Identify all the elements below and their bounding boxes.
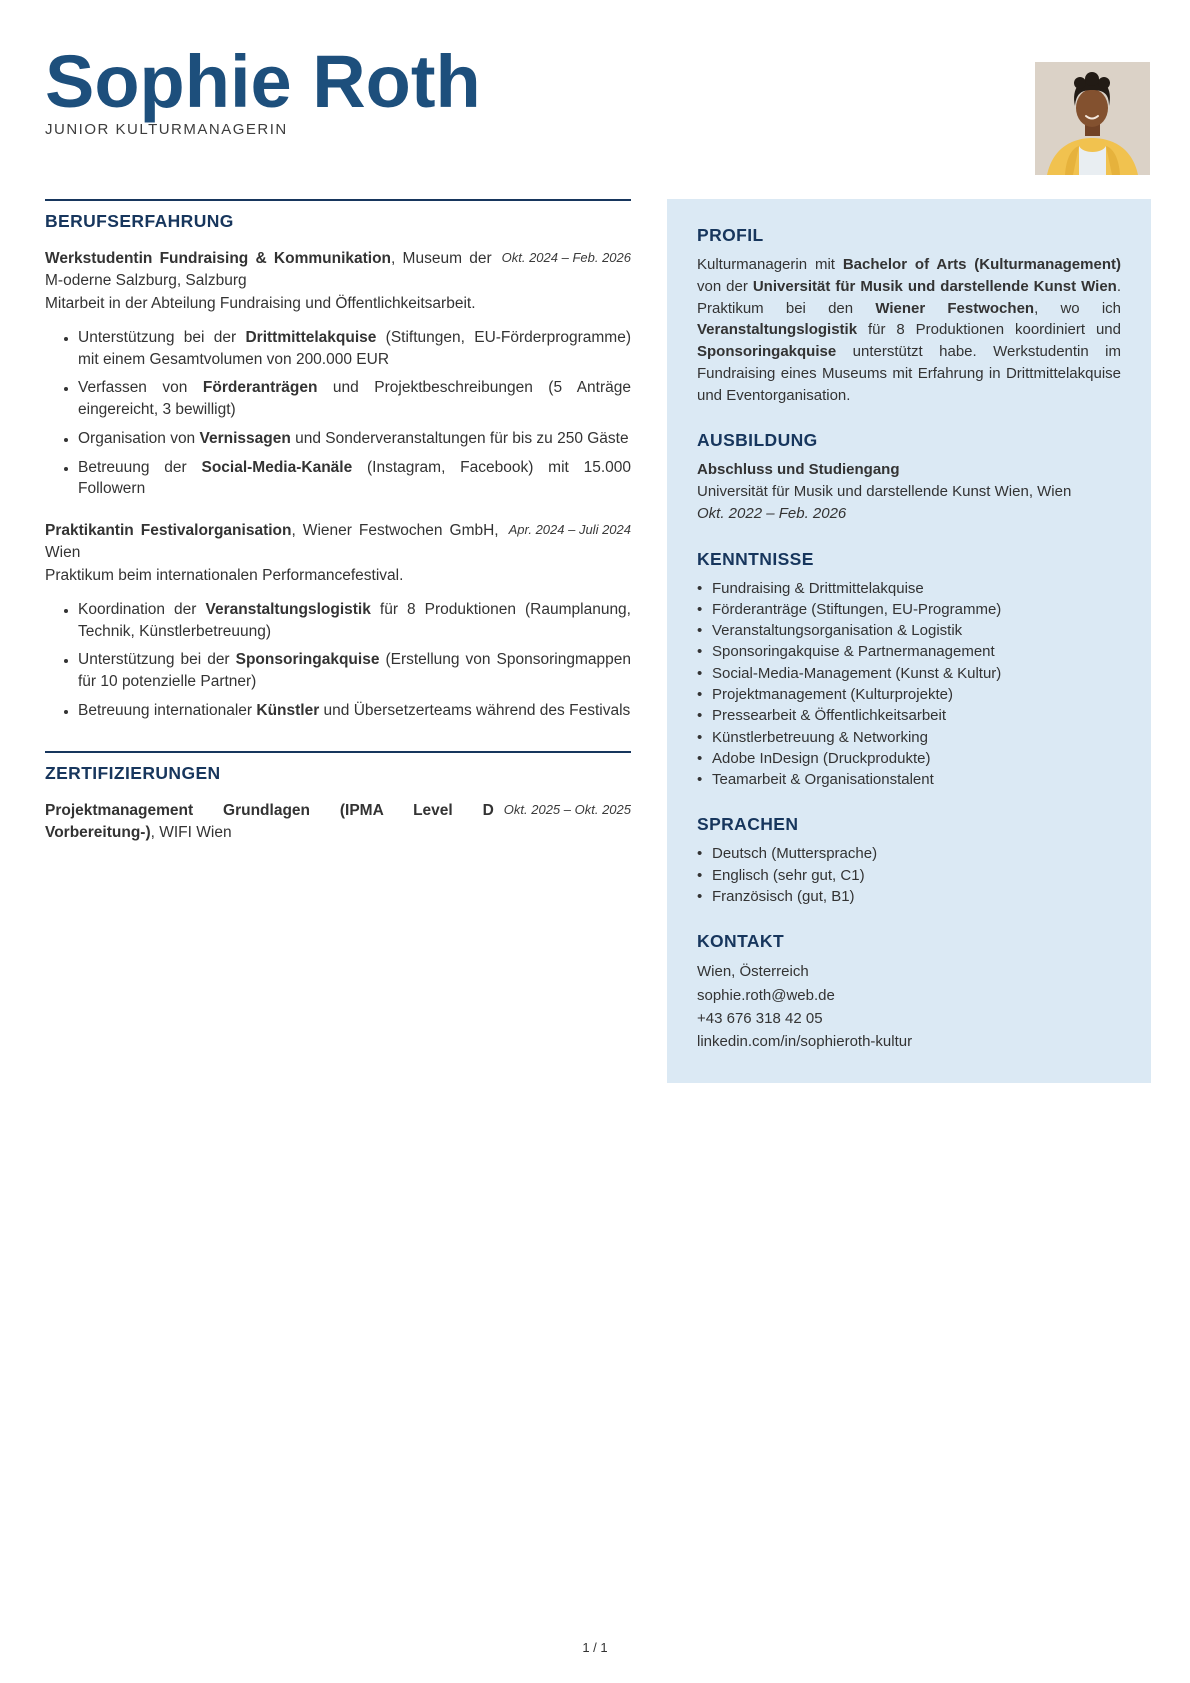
language-item: • Deutsch (Muttersprache)	[697, 843, 1121, 864]
education-date: Okt. 2022 – Feb. 2026	[697, 504, 847, 522]
job-company: , Wiener Festwochen GmbH, Wien	[45, 521, 499, 561]
certification-org: , WIFI Wien	[150, 824, 232, 842]
certifications-heading: ZERTIFIZIERUNGEN	[45, 763, 221, 784]
job-bullet: • Betreuung internationaler Künstler und Übersetzerteams während des Festivals	[78, 700, 631, 722]
skill-item: • Sponsoringakquise & Partnermanagement	[697, 641, 1121, 662]
contact-linkedin-link[interactable]: linkedin.com/in/sophieroth-kultur	[697, 1033, 913, 1051]
certification-title: Projektmanagement Grundlagen (IPMA Level D Vorbereitung-)	[45, 802, 494, 842]
kontakt-heading: KONTAKT	[697, 931, 785, 952]
sidebar-section-profil	[697, 225, 1121, 406]
entry-header	[45, 800, 631, 843]
certification-date: Okt. 2025 – Okt. 2025	[503, 802, 631, 818]
job-bullet: • Unterstützung bei der Drittmittelakquise (Stiftungen, EU-Förderprogramme) mit einem Gesamtvolumen von 200.000 EUR	[78, 327, 631, 370]
header	[45, 40, 1150, 173]
entry-header	[45, 248, 631, 291]
certification-title-line	[45, 800, 504, 843]
experience-entry	[45, 248, 631, 500]
content-columns	[45, 199, 1150, 1083]
skill-item: • Pressearbeit & Öffentlichkeitsarbeit	[697, 705, 1121, 726]
skills-list	[697, 578, 1121, 791]
experience-heading: BERUFSERFAHRUNG	[45, 211, 234, 231]
job-role: Praktikantin Festivalorganisation	[45, 521, 292, 539]
ausbildung-heading: AUSBILDUNG	[697, 430, 818, 451]
job-bullet: • Betreuung der Social-Media-Kanäle (Instagram, Facebook) mit 15.000 Followern	[78, 457, 631, 500]
skill-item: • Adobe InDesign (Druckprodukte)	[697, 748, 1121, 769]
job-role: Werkstudentin Fundraising & Kommunikation	[45, 250, 392, 267]
sidebar-section-sprachen	[697, 814, 1121, 907]
section-divider	[45, 751, 631, 753]
skill-item: • Veranstaltungsorganisation & Logistik	[697, 620, 1121, 641]
page-number: 1 / 1	[582, 1640, 608, 1655]
skill-item: • Fundraising & Drittmittelakquise	[697, 578, 1121, 599]
job-summary: Praktikum beim internationalen Performancefestival.	[45, 567, 404, 585]
experience-entry	[45, 520, 631, 722]
job-date: Apr. 2024 – Juli 2024	[508, 521, 631, 537]
skill-item: • Förderanträge (Stiftungen, EU-Programme)	[697, 599, 1121, 620]
contact-email-link[interactable]: sophie.roth@web.de	[697, 986, 835, 1004]
sidebar-section-ausbildung	[697, 430, 1121, 524]
section-experience	[45, 199, 631, 721]
job-summary: Mitarbeit in der Abteilung Fundraising und Öffentlichkeitsarbeit.	[45, 295, 476, 313]
job-title-line	[45, 520, 509, 563]
skill-item: • Social-Media-Management (Kunst & Kultur)	[697, 663, 1121, 684]
entry-header	[45, 520, 631, 563]
kenntnisse-heading: KENNTNISSE	[697, 548, 814, 569]
profile-photo	[1035, 62, 1150, 175]
sprachen-heading: SPRACHEN	[697, 814, 799, 835]
portrait-illustration	[1035, 62, 1150, 175]
job-bullet: • Koordination der Veranstaltungslogistik für 8 Produktionen (Raumplanung, Technik, Künstlerbetreuung)	[78, 599, 631, 642]
job-bullet: • Verfassen von Förderanträgen und Projektbeschreibungen (5 Anträge eingereicht, 3 bewilligt)	[78, 377, 631, 420]
section-divider	[45, 199, 631, 201]
job-bullet-list	[45, 599, 631, 721]
contact-location: Wien, Österreich	[697, 963, 809, 981]
section-certifications	[45, 751, 631, 843]
sidebar	[667, 199, 1151, 1083]
education-degree: Abschluss und Studiengang	[697, 461, 900, 479]
skill-item: • Teamarbeit & Organisationstalent	[697, 769, 1121, 790]
main-column	[45, 199, 631, 864]
job-bullet: • Unterstützung bei der Sponsoringakquise (Erstellung von Sponsoringmappen für 10 potenzielle Partner)	[78, 649, 631, 692]
person-name: Sophie Roth	[45, 40, 481, 123]
education-school: Universität für Musik und darstellende Kunst Wien, Wien	[697, 483, 1072, 500]
sidebar-section-kontakt	[697, 931, 1121, 1053]
job-date: Okt. 2024 – Feb. 2026	[501, 250, 631, 265]
language-item: • Französisch (gut, B1)	[697, 886, 1121, 907]
job-company: , Museum der M-oderne Salzburg, Salzburg	[45, 250, 492, 289]
profil-heading: PROFIL	[697, 225, 764, 245]
skill-item: • Künstlerbetreuung & Networking	[697, 727, 1121, 748]
person-job-title: JUNIOR KULTURMANAGERIN	[45, 121, 288, 138]
skill-item: • Projektmanagement (Kulturprojekte)	[697, 684, 1121, 705]
languages-list	[697, 843, 1121, 907]
job-title-line	[45, 248, 502, 291]
profil-text: Kulturmanagerin mit Bachelor of Arts (Kulturmanagement) von der Universität für Musik und darstellende Kunst Wien. Praktikum bei den Wiener Festwochen, wo ich Veranstaltungslogistik für 8 Produktionen koordiniert und Sponsoringakquise unterstützt habe. Werkstudentin im Fundraising eines Museums mit Erfahrung in Drittmittelakquise und Eventorganisation.	[697, 256, 1121, 404]
job-bullet: • Organisation von Vernissagen und Sonderveranstaltungen für bis zu 250 Gäste	[78, 428, 631, 450]
language-item: • Englisch (sehr gut, C1)	[697, 865, 1121, 886]
certification-entry	[45, 800, 631, 843]
sidebar-section-kenntnisse	[697, 549, 1121, 791]
job-bullet-list	[45, 327, 631, 500]
contact-phone: +43 676 318 42 05	[697, 1009, 823, 1027]
